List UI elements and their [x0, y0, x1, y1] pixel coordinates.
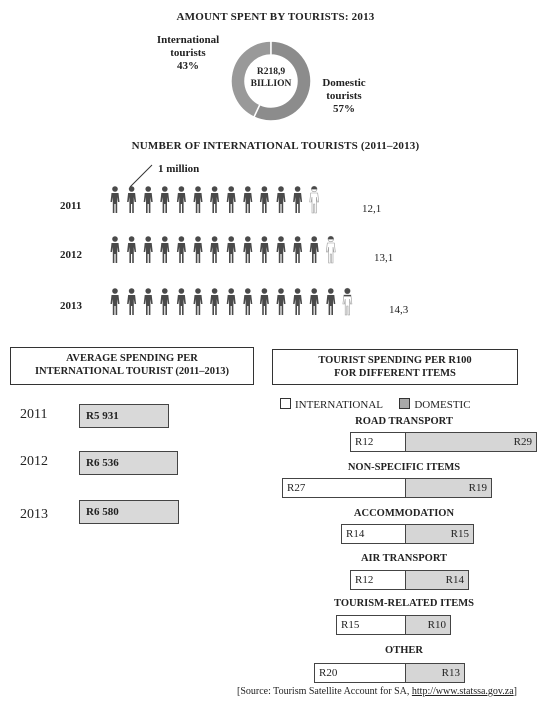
- donut-center-label: [238, 66, 304, 90]
- tourist-icon-2013-2: [127, 288, 136, 315]
- item-international-value: R12: [351, 433, 405, 451]
- tourist-icon-2011-9: [243, 186, 252, 213]
- tourist-icon-2013-12: [293, 288, 302, 315]
- legend-label-international: INTERNATIONAL: [295, 399, 383, 411]
- tourist-icon-2011-13: [310, 186, 319, 213]
- pictograph-title: NUMBER OF INTERNATIONAL TOURISTS (2011–2013): [131, 140, 420, 152]
- item-domestic-value: R15: [405, 525, 473, 543]
- tourist-icon-2012-1: [111, 236, 120, 263]
- tourist-icon-2012-13: [310, 236, 319, 263]
- avg-spending-value-2011: R5 931: [86, 410, 119, 422]
- item-international-value: R14: [342, 525, 405, 543]
- avg-year-2012: 2012: [20, 454, 48, 469]
- per-r100-header: [272, 349, 518, 385]
- tourist-icon-2012-2: [127, 236, 136, 263]
- tourist-icon-2013-6: [194, 288, 203, 315]
- avg-spending-title-line2: INTERNATIONAL TOURIST (2011–2013): [34, 366, 230, 377]
- tourist-icon-2011-5: [177, 186, 186, 213]
- avg-spending-title-line1: AVERAGE SPENDING PER: [66, 353, 198, 364]
- pictograph: [110, 184, 390, 334]
- pictograph-year-2013: 2013: [60, 300, 82, 312]
- tourist-icon-2012-8: [227, 236, 236, 263]
- item-label-accommodation: ACCOMMODATION: [353, 508, 455, 519]
- tourist-icon-2013-13: [310, 288, 319, 315]
- item-label-air-transport: AIR TRANSPORT: [360, 553, 448, 564]
- item-domestic-value: R29: [405, 433, 536, 451]
- avg-year-2011: 2011: [20, 407, 48, 422]
- tourist-icon-2013-1: [111, 288, 120, 315]
- item-domestic-value: R13: [405, 664, 464, 682]
- item-label-road-transport: ROAD TRANSPORT: [355, 416, 453, 427]
- item-domestic-value: R14: [405, 571, 468, 589]
- tourist-icon-2012-5: [177, 236, 186, 263]
- tourist-icon-2012-3: [144, 236, 153, 263]
- item-bar-road-transport: [350, 432, 537, 452]
- tourist-icon-2012-9: [243, 236, 252, 263]
- pictograph-year-2011: 2011: [60, 200, 82, 212]
- item-domestic-value: R19: [405, 479, 491, 497]
- tourist-icon-2013-8: [227, 288, 236, 315]
- source-suffix: ]: [513, 686, 517, 697]
- pictograph-count-2013: 14,3: [389, 304, 409, 316]
- tourist-icon-2011-3: [144, 186, 153, 213]
- item-domestic-value: R10: [405, 616, 450, 634]
- source-note: [237, 686, 517, 697]
- pie-label-domestic: [304, 77, 384, 116]
- tourist-icon-2013-11: [277, 288, 286, 315]
- tourist-icon-2011-6: [194, 186, 203, 213]
- pictograph-year-2012: 2012: [60, 249, 82, 261]
- item-international-value: R15: [337, 616, 405, 634]
- pie-label-domestic-line2: tourists: [326, 90, 362, 102]
- avg-spending-value-2012: R6 536: [86, 457, 119, 469]
- tourist-icon-2012-14: [326, 236, 335, 263]
- tourist-icon-2013-7: [210, 288, 219, 315]
- pie-pct-domestic: 57%: [333, 103, 355, 115]
- item-international-value: R27: [283, 479, 405, 497]
- legend-swatch-international: [280, 398, 291, 409]
- pictograph-unit-label: 1 million: [158, 163, 200, 175]
- tourist-icon-2012-10: [260, 236, 269, 263]
- tourist-icon-2012-12: [293, 236, 302, 263]
- tourist-icon-2012-6: [194, 236, 203, 263]
- pictograph-count-2011: 12,1: [362, 203, 382, 215]
- item-label-tourism-related-items: TOURISM-RELATED ITEMS: [334, 598, 474, 609]
- legend-label-domestic: DOMESTIC: [414, 399, 471, 411]
- pie-label-domestic-line1: Domestic: [322, 77, 366, 89]
- pie-pct-international: 43%: [177, 60, 199, 72]
- item-bar-other: [314, 663, 465, 683]
- tourist-icon-2013-10: [260, 288, 269, 315]
- tourist-icon-2012-4: [160, 236, 169, 263]
- tourist-icon-2013-5: [177, 288, 186, 315]
- donut-center-amount: R218,9: [256, 67, 286, 77]
- item-label-other: OTHER: [385, 645, 423, 656]
- tourist-icon-2013-9: [243, 288, 252, 315]
- avg-year-2013: 2013: [20, 507, 48, 522]
- avg-spending-header: [10, 347, 254, 385]
- item-bar-tourism-related-items: [336, 615, 451, 635]
- donut-center-unit: BILLION: [250, 79, 292, 89]
- legend: [280, 398, 471, 411]
- source-link[interactable]: http://www.statssa.gov.za: [411, 686, 514, 697]
- pie-title: AMOUNT SPENT BY TOURISTS: 2013: [176, 11, 375, 23]
- item-bar-accommodation: [341, 524, 474, 544]
- tourist-icon-2013-3: [144, 288, 153, 315]
- tourist-icon-2011-7: [210, 186, 219, 213]
- item-international-value: R20: [315, 664, 405, 682]
- tourist-icon-2011-8: [227, 186, 236, 213]
- pie-label-international-line2: tourists: [170, 47, 206, 59]
- item-international-value: R12: [351, 571, 405, 589]
- tourist-icon-2011-2: [127, 186, 136, 213]
- tourist-icon-2012-7: [210, 236, 219, 263]
- tourist-icon-2011-11: [277, 186, 286, 213]
- item-bar-air-transport: [350, 570, 469, 590]
- tourist-icon-2011-12: [293, 186, 302, 213]
- per-r100-title-line1: TOURIST SPENDING PER R100: [318, 355, 472, 366]
- pie-label-international-line1: International: [156, 34, 220, 46]
- avg-spending-value-2013: R6 580: [86, 506, 119, 518]
- tourist-icon-2013-14: [326, 288, 335, 315]
- tourist-icon-2013-4: [160, 288, 169, 315]
- pie-label-international: [148, 34, 228, 73]
- tourist-icon-2011-10: [260, 186, 269, 213]
- tourist-icon-2013-15: [343, 288, 352, 315]
- pictograph-count-2012: 13,1: [374, 252, 394, 264]
- item-bar-non-specific-items: [282, 478, 492, 498]
- tourist-icon-2012-11: [277, 236, 286, 263]
- legend-swatch-domestic: [399, 398, 410, 409]
- source-prefix: [Source: Tourism Satellite Account for SA,: [236, 686, 412, 697]
- tourist-icon-2011-4: [160, 186, 169, 213]
- per-r100-title-line2: FOR DIFFERENT ITEMS: [334, 368, 456, 379]
- tourist-icon-2011-1: [111, 186, 120, 213]
- item-label-non-specific-items: NON-SPECIFIC ITEMS: [347, 462, 461, 473]
